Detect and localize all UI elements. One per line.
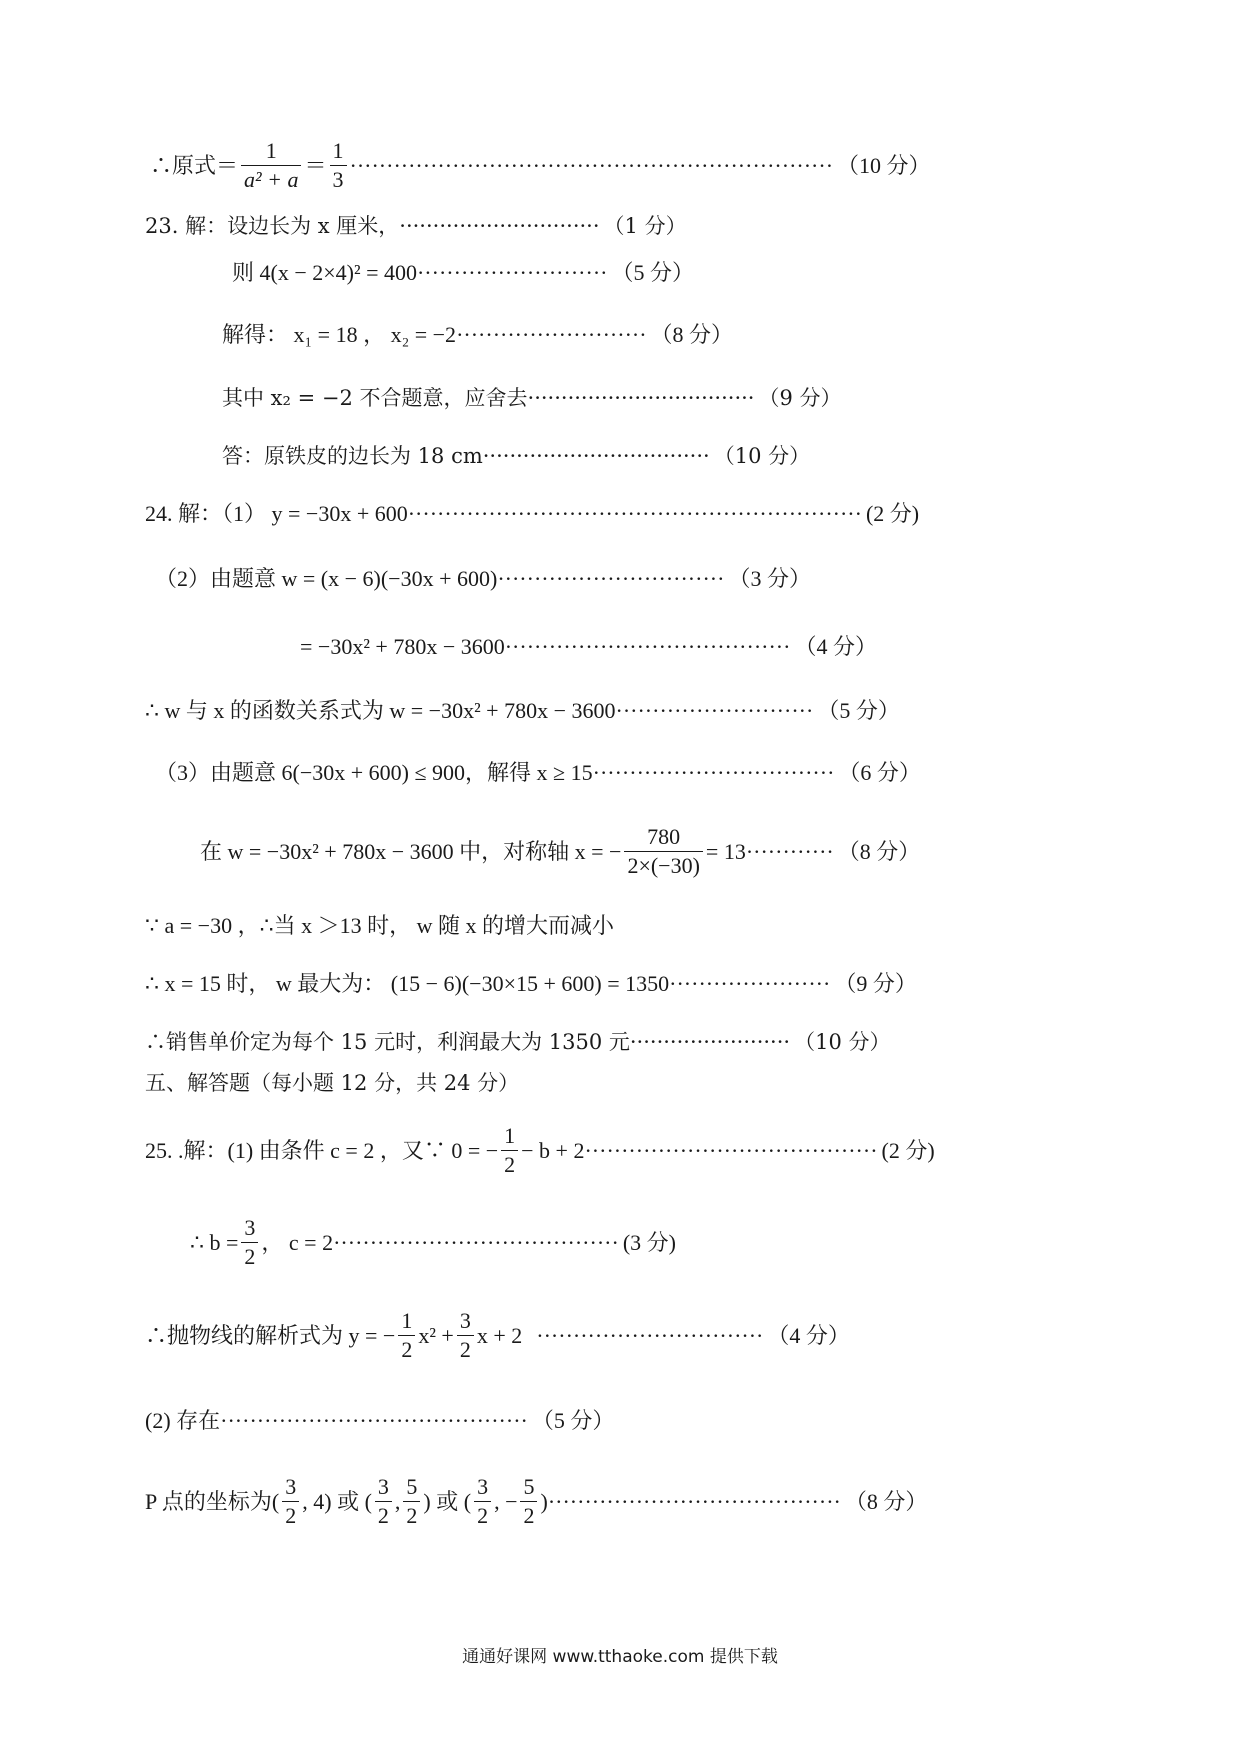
fraction: $\frac{3}{2}$ (375, 1476, 392, 1527)
q24-line-3: = −30x² + 780x − 3600 ······································· （4 分） (300, 634, 877, 659)
q25-line-1: 25. .解：(1) 由条件 c = 2 ，又∵ 0 = − $\frac{1}{2}$ − b + 2 ········································ (2 分) (145, 1123, 935, 1177)
fraction: $\frac{5}{2}$ (520, 1476, 537, 1527)
fraction: $\frac{3}{2}$ (457, 1310, 474, 1361)
line-original-expression: ∴原式 ＝ $\frac{1}{\text{a² + a}}$ ＝ $\frac{1}{3}$ ·································································· （10 分） (150, 138, 931, 192)
score-label: （10 分） (837, 152, 931, 178)
q24-line-8: ∴ x = 15 时， w 最大为： (15 − 6)(−30×15 + 600) = 1350 ······················ （9 分） (145, 971, 917, 996)
q25-line-2: ∴ b = $\frac{3}{2}$ ， c = 2 ······································· (3 分) (190, 1215, 676, 1269)
q23-line-3: 解得： x₁ = 18 ， x₂ = −2 ·························· （8 分） (222, 322, 734, 347)
q24-line-4: ∴ w 与 x 的函数关系式为 w = −30x² + 780x − 3600 ··························· （5 分） (145, 698, 900, 723)
fraction: $\frac{1}{3}$ (330, 140, 347, 191)
q25-line-3: ∴抛物线的解析式为 y = − $\frac{1}{2}$ x² + $\frac{3}{2}$ x + 2 ······························· （4 分） (145, 1308, 850, 1362)
q25-line-4: (2) 存在 ·········································· （5 分） (145, 1408, 615, 1433)
q23-answer: 答：原铁皮的边长为 18 cm ·································· （10 分） (222, 444, 811, 468)
q23-line-2: 则 4(x − 2×4)² = 400 ·························· （5 分） (232, 260, 694, 285)
q24-line-1: 24. 解：（1） y = −30x + 600 ······························································ (2 分) (145, 501, 920, 526)
q24-conclusion: ∴销售单价定为每个 15 元时，利润最大为 1350 元 ························ （10 分） (145, 1030, 891, 1054)
fraction: $\frac{3}{2}$ (241, 1217, 258, 1268)
fraction: $\frac{1}{2}$ (398, 1310, 415, 1361)
fraction: $\frac{1}{2}$ (501, 1125, 518, 1176)
fraction: $\frac{780}{2\times(-30)}$ (624, 826, 702, 877)
leader-dots: ·································································· (349, 152, 834, 178)
fraction: $\frac{5}{2}$ (403, 1476, 420, 1527)
q24-line-2: （2）由题意 w = (x − 6)(−30x + 600) ······························· （3 分） (155, 566, 811, 591)
q24-line-6: 在 w = −30x² + 780x − 3600 中，对称轴 x = − $\frac{780}{2\times(-30)}$ = 13 ············ （8 分） (200, 824, 921, 878)
q23-line-1: 23. 解：设边长为 x 厘米， ······························ （1 分） (145, 214, 687, 238)
fraction: $\frac{1}{\text{a² + a}}$ (241, 140, 301, 191)
page-footer: 通通好课网 www.tthaoke.com 提供下载 (462, 1647, 778, 1667)
q23-line-4: 其中 x₂ = −2 不合题意，应舍去 ·································· （9 分） (222, 386, 842, 410)
text: ∴原式 (150, 152, 217, 178)
q25-line-5: P 点的坐标为( $\frac{3}{2}$ , 4) 或 ( $\frac{3}{2}$ , $\frac{5}{2}$ ) 或 ( $\frac{3}{2}$ , − $\frac{5}{2}$ ) ········································ （8 分） (145, 1474, 928, 1528)
section-heading: 五、解答题（每小题 12 分，共 24 分） (145, 1071, 520, 1095)
q24-line-7: ∵ a = −30 ，∴当 x ＞13 时， w 随 x 的增大而减小 (145, 913, 614, 938)
fraction: $\frac{3}{2}$ (282, 1476, 299, 1527)
q24-line-5: （3）由题意 6(−30x + 600) ≤ 900，解得 x ≥ 15 ································· （6 分） (155, 760, 921, 785)
fraction: $\frac{3}{2}$ (474, 1476, 491, 1527)
